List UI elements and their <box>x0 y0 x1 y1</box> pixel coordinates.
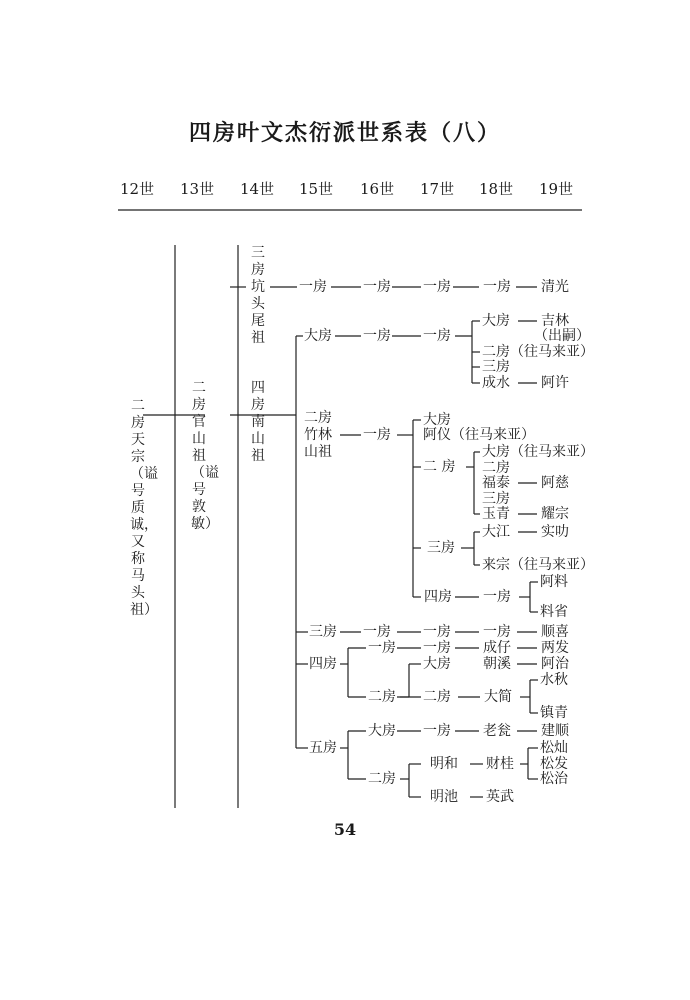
node: 顺喜 <box>541 624 569 640</box>
node: 一房 <box>363 279 391 295</box>
node: 大房 <box>423 656 451 672</box>
node: 朝溪 <box>483 656 511 672</box>
node: 一房 <box>483 279 511 295</box>
node: 一房 <box>363 427 391 443</box>
node: 大简 <box>484 689 512 705</box>
node: 英武 <box>486 789 514 805</box>
node: 一房 <box>363 624 391 640</box>
node: 阿许 <box>541 375 569 391</box>
node: 一房 <box>483 589 511 605</box>
node: 明池 <box>430 789 458 805</box>
generation-label: 12世 <box>120 180 155 198</box>
node: 二房（往马来亚） <box>482 344 594 360</box>
node: 料省 <box>540 604 568 620</box>
node: 二房 <box>368 771 396 787</box>
node: 两发 <box>541 640 569 656</box>
node: 清光 <box>541 279 569 295</box>
node: 大房 <box>368 723 396 739</box>
node: 松灿 <box>540 740 568 756</box>
node: 大江 <box>482 524 510 540</box>
node: 四房 <box>424 589 452 605</box>
node: 阿慈 <box>541 475 569 491</box>
node: 一房 <box>363 328 391 344</box>
generation-label: 18世 <box>479 180 514 198</box>
node: 山祖 <box>304 444 332 460</box>
node: 明和 <box>430 756 458 772</box>
generation-label: 16世 <box>360 180 395 198</box>
page-title: 四房叶文杰衍派世系表（八） <box>188 120 501 146</box>
node: 耀宗 <box>541 506 569 522</box>
node: 成仔 <box>483 640 511 656</box>
generation-label: 14世 <box>240 180 275 198</box>
node: 三房 <box>482 359 510 375</box>
node: 阿仪（往马来亚） <box>423 427 535 443</box>
node: 大房 <box>423 412 451 428</box>
node: 四房 <box>309 656 337 672</box>
node: 二房 <box>423 689 451 705</box>
ancestor-14b: 四房南山祖 <box>251 380 265 464</box>
node: 建顺 <box>541 723 569 739</box>
node: 一房 <box>423 723 451 739</box>
node: 实叻 <box>541 524 569 540</box>
node: 阿治 <box>541 656 569 672</box>
node: 大房（往马来亚） <box>482 444 594 460</box>
node: 玉青 <box>482 506 510 522</box>
node: 松发 <box>540 756 568 772</box>
node-note: （出嗣） <box>534 328 590 344</box>
node: 大房 <box>304 328 332 344</box>
node: 竹林 <box>304 427 332 443</box>
node: 老瓮 <box>483 723 511 739</box>
node: 一房 <box>299 279 327 295</box>
node: 二 房 <box>423 459 456 475</box>
node: 来宗（往马来亚） <box>482 557 594 573</box>
node: 一房 <box>423 328 451 344</box>
node: 松治 <box>540 771 568 787</box>
node: 二房 <box>482 460 510 476</box>
node: 三房 <box>482 491 510 507</box>
node: 三房 <box>309 624 337 640</box>
node: 财桂 <box>486 756 514 772</box>
node: 一房 <box>483 624 511 640</box>
node: 五房 <box>309 740 337 756</box>
ancestor-12: 二房天宗（谥号质诚，又称马头祖） <box>130 398 158 618</box>
node: 水秋 <box>540 672 568 688</box>
node: 镇青 <box>540 705 568 721</box>
node: 二房 <box>368 689 396 705</box>
generation-label: 15世 <box>299 180 334 198</box>
node: 大房 <box>482 313 510 329</box>
generation-label: 17世 <box>420 180 455 198</box>
node: 一房 <box>423 624 451 640</box>
node: 阿料 <box>540 574 568 590</box>
ancestor-14a: 三房坑头尾祖 <box>251 245 265 346</box>
node: 吉林 <box>541 313 569 329</box>
generation-label: 19世 <box>539 180 574 198</box>
node: 福泰 <box>482 475 510 491</box>
node: 二房 <box>304 410 332 426</box>
page-number: 54 <box>333 820 357 839</box>
node: 一房 <box>423 279 451 295</box>
node: 三房 <box>427 540 455 556</box>
ancestor-13: 二房官山祖（谥号敦敏） <box>191 380 219 532</box>
generation-label: 13世 <box>180 180 215 198</box>
node: 一房 <box>423 640 451 656</box>
node: 成水 <box>482 375 510 391</box>
node: 一房 <box>368 640 396 656</box>
